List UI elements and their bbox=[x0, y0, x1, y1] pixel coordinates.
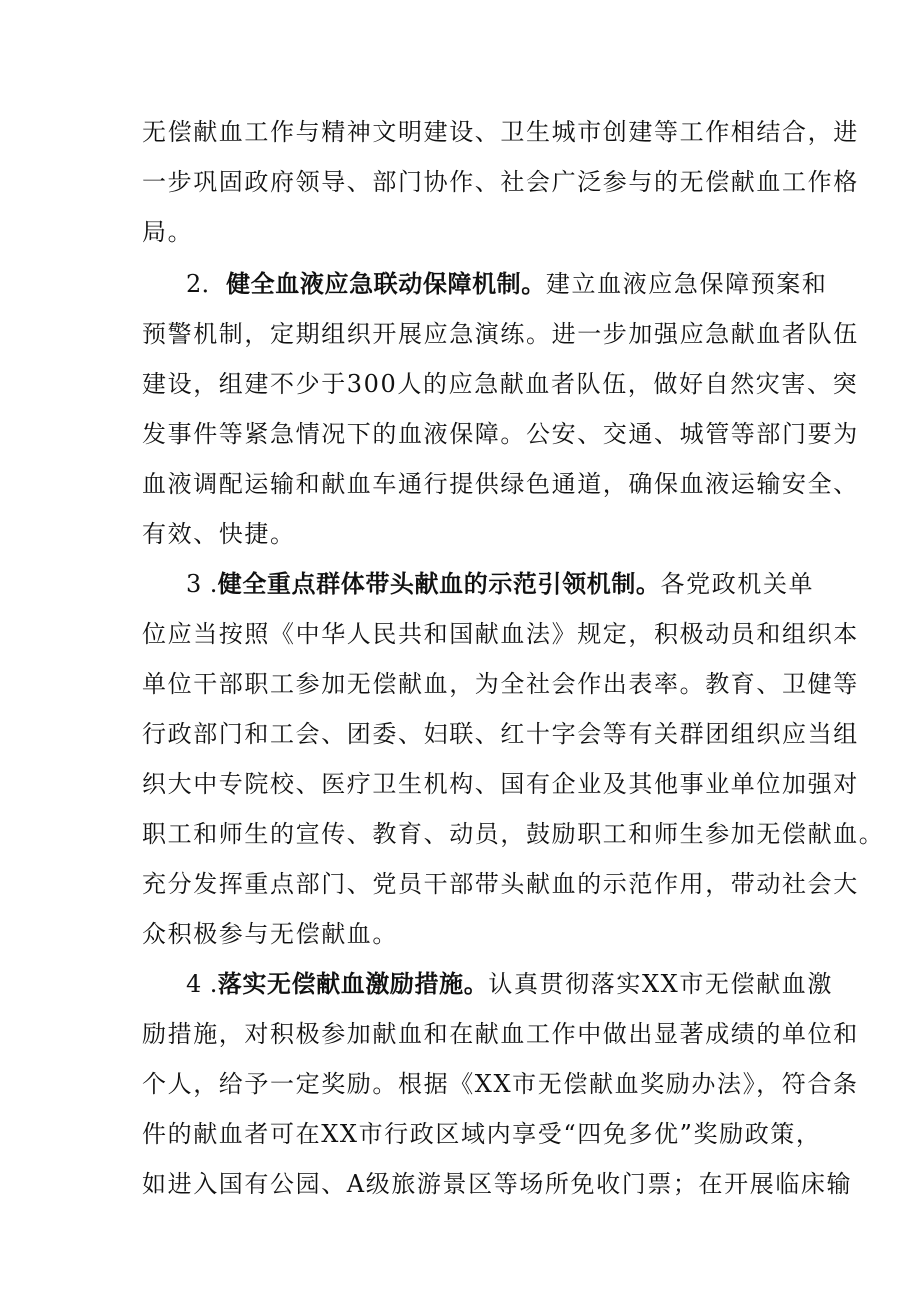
paragraph-1-line-2: 一步巩固政府领导、部门协作、社会广泛参与的无偿献血工作格 bbox=[142, 168, 859, 196]
paragraph-2-line-5: 血液调配运输和献血车通行提供绿色通道，确保血液运输安全、 bbox=[142, 470, 859, 498]
paragraph-2-heading: 健全血液应急联动保障机制。 bbox=[226, 270, 546, 298]
paragraph-4-line-2: 励措施，对积极参加献血和在献血工作中做出显著成绩的单位和 bbox=[142, 1020, 859, 1048]
paragraph-3-line-6: 职工和师生的宣传、教育、动员，鼓励职工和师生参加无偿献血。 bbox=[142, 820, 885, 848]
paragraph-3-line-1 bbox=[186, 568, 814, 600]
paragraph-3-line-3: 单位干部职工参加无偿献血，为全社会作出表率。教育、卫健等 bbox=[142, 670, 859, 698]
paragraph-2-line-4: 发事件等紧急情况下的血液保障。公安、交通、城管等部门要为 bbox=[142, 420, 859, 448]
paragraph-2-line-1 bbox=[186, 268, 828, 300]
paragraph-4-line-4: 件的献血者可在XX市行政区域内享受“四免多优”奖励政策， bbox=[142, 1120, 822, 1148]
paragraph-3-line-1-text: 各党政机关单 bbox=[660, 570, 815, 598]
paragraph-3-line-8: 众积极参与无偿献血。 bbox=[142, 920, 398, 948]
paragraph-3-line-2: 位应当按照《中华人民共和国献血法》规定，积极动员和组织本 bbox=[142, 620, 859, 648]
paragraph-2-line-1-text: 建立血液应急保障预案和 bbox=[545, 270, 828, 298]
paragraph-2-line-3: 建设，组建不少于300人的应急献血者队伍，做好自然灾害、突 bbox=[142, 370, 859, 398]
paragraph-4-line-1-text: 认真贯彻落实XX市无偿献血激 bbox=[488, 970, 833, 998]
paragraph-3-line-5: 织大中专院校、医疗卫生机构、国有企业及其他事业单位加强对 bbox=[142, 770, 859, 798]
paragraph-1-line-1: 无偿献血工作与精神文明建设、卫生城市创建等工作相结合，进 bbox=[142, 118, 859, 146]
paragraph-3-heading: 健全重点群体带头献血的示范引领机制。 bbox=[217, 570, 661, 598]
paragraph-4-number: 4 . bbox=[186, 970, 218, 998]
paragraph-4-line-1 bbox=[186, 968, 833, 1000]
paragraph-2-number: 2． bbox=[186, 270, 227, 298]
paragraph-3-number: 3 . bbox=[186, 570, 218, 598]
paragraph-1-line-3: 局。 bbox=[142, 218, 194, 246]
paragraph-4-heading: 落实无偿献血激励措施。 bbox=[217, 970, 489, 998]
paragraph-2-line-2: 预警机制，定期组织开展应急演练。进一步加强应急献血者队伍 bbox=[142, 320, 859, 348]
paragraph-4-line-3: 个人，给予一定奖励。根据《XX市无偿献血奖励办法》，符合条 bbox=[142, 1070, 859, 1098]
paragraph-3-line-7: 充分发挥重点部门、党员干部带头献血的示范作用，带动社会大 bbox=[142, 870, 859, 898]
paragraph-4-line-5: 如进入国有公园、A级旅游景区等场所免收门票；在开展临床输 bbox=[142, 1170, 853, 1198]
paragraph-2-line-6: 有效、快捷。 bbox=[142, 520, 296, 548]
paragraph-3-line-4: 行政部门和工会、团委、妇联、红十字会等有关群团组织应当组 bbox=[142, 720, 859, 748]
